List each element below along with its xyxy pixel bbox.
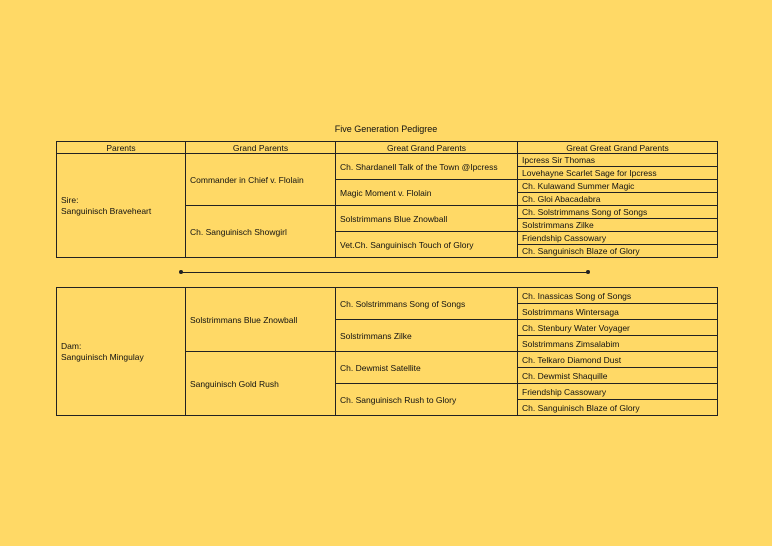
sire-great-great-1: Ipcress Sir Thomas <box>518 154 718 167</box>
sire-grand-1: Commander in Chief v. Flolain <box>186 154 336 206</box>
dam-grand-1: Solstrimmans Blue Znowball <box>186 288 336 352</box>
divider-dot-right <box>586 270 590 274</box>
dam-name: Sanguinisch Mingulay <box>61 351 144 362</box>
sire-great-great-2: Lovehayne Scarlet Sage for Ipcress <box>518 167 718 180</box>
dam-grand-2: Sanguinisch Gold Rush <box>186 352 336 416</box>
sire-grand-2: Ch. Sanguinisch Showgirl <box>186 206 336 258</box>
sire-great-great-7: Friendship Cassowary <box>518 232 718 245</box>
header-great-grand-parents: Great Grand Parents <box>336 142 518 154</box>
dam-cell <box>57 288 186 416</box>
sire-great-great-5: Ch. Solstrimmans Song of Songs <box>518 206 718 219</box>
dam-great-great-2: Solstrimmans Wintersaga <box>518 304 718 320</box>
dam-great-1: Ch. Solstrimmans Song of Songs <box>336 288 518 320</box>
header-row <box>57 142 718 154</box>
sire-pedigree-table <box>56 141 718 258</box>
dam-pedigree-table <box>56 287 718 416</box>
header-parents: Parents <box>57 142 186 154</box>
dam-great-great-5: Ch. Telkaro Diamond Dust <box>518 352 718 368</box>
sire-great-great-6: Solstrimmans Zilke <box>518 219 718 232</box>
table-row <box>57 288 718 304</box>
sire-great-4: Vet.Ch. Sanguinisch Touch of Glory <box>336 232 518 258</box>
divider-line <box>181 272 588 273</box>
dam-great-great-7: Friendship Cassowary <box>518 384 718 400</box>
page-title: Five Generation Pedigree <box>334 124 438 134</box>
dam-great-great-6: Ch. Dewmist Shaquille <box>518 368 718 384</box>
sire-label: Sire: <box>61 194 79 205</box>
sire-name: Sanguinisch Braveheart <box>61 205 152 216</box>
dam-great-3: Ch. Dewmist Satellite <box>336 352 518 384</box>
header-grand-parents: Grand Parents <box>186 142 336 154</box>
dam-great-great-4: Solstrimmans Zimsalabim <box>518 336 718 352</box>
sire-cell <box>57 154 186 258</box>
dam-great-great-1: Ch. Inassicas Song of Songs <box>518 288 718 304</box>
table-row <box>57 154 718 167</box>
header-great-great-grand-parents: Great Great Grand Parents <box>518 142 718 154</box>
dam-great-4: Ch. Sanguinisch Rush to Glory <box>336 384 518 416</box>
sire-great-great-4: Ch. Gloi Abacadabra <box>518 193 718 206</box>
sire-great-3: Solstrimmans Blue Znowball <box>336 206 518 232</box>
sire-great-1: Ch. Shardanell Talk of the Town @Ipcress <box>336 154 518 180</box>
sire-great-great-8: Ch. Sanguinisch Blaze of Glory <box>518 245 718 258</box>
sire-great-great-3: Ch. Kulawand Summer Magic <box>518 180 718 193</box>
dam-great-great-8: Ch. Sanguinisch Blaze of Glory <box>518 400 718 416</box>
sire-great-2: Magic Moment v. Flolain <box>336 180 518 206</box>
dam-great-2: Solstrimmans Zilke <box>336 320 518 352</box>
dam-label: Dam: <box>61 340 82 351</box>
dam-great-great-3: Ch. Stenbury Water Voyager <box>518 320 718 336</box>
